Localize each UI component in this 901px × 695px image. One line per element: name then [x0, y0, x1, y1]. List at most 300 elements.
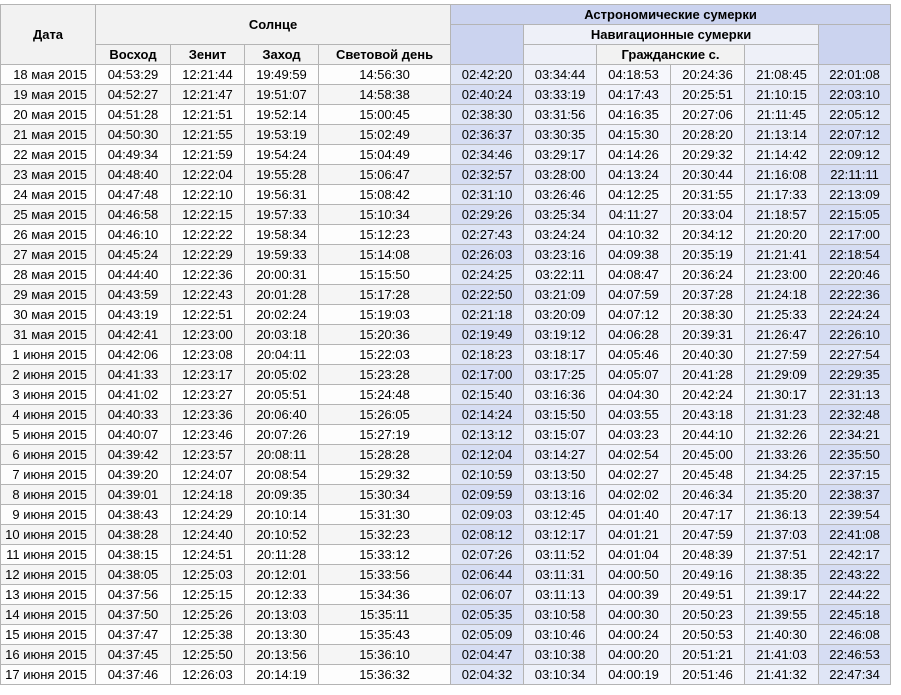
table-row [1, 565, 891, 585]
civil-dawn-cell: 04:10:32 [597, 225, 671, 245]
nautical-dusk-cell: 21:18:57 [745, 205, 819, 225]
nautical-dusk-cell: 21:16:08 [745, 165, 819, 185]
table-row [1, 645, 891, 665]
astro-dawn-cell: 02:07:26 [451, 545, 524, 565]
astro-dusk-cell: 22:42:17 [819, 545, 891, 565]
civil-dawn-cell: 04:14:26 [597, 145, 671, 165]
civil-dusk-cell: 20:37:28 [671, 285, 745, 305]
nautical-dawn-cell: 03:24:24 [524, 225, 597, 245]
astro-dusk-cell: 22:07:12 [819, 125, 891, 145]
table-row [1, 325, 891, 345]
civil-dawn-cell: 04:01:04 [597, 545, 671, 565]
nautical-dawn-cell: 03:26:46 [524, 185, 597, 205]
astro-dawn-cell: 02:18:23 [451, 345, 524, 365]
zenith-cell: 12:21:55 [171, 125, 245, 145]
astro-dusk-cell: 22:39:54 [819, 505, 891, 525]
daylight-cell: 15:20:36 [319, 325, 451, 345]
date-cell: 12 июня 2015 [1, 565, 96, 585]
astro-dawn-cell: 02:15:40 [451, 385, 524, 405]
date-cell: 19 мая 2015 [1, 85, 96, 105]
sunset-cell: 19:53:19 [245, 125, 319, 145]
civil-dusk-cell: 20:38:30 [671, 305, 745, 325]
sunrise-cell: 04:37:45 [96, 645, 171, 665]
nautical-dusk-cell: 21:39:55 [745, 605, 819, 625]
sunrise-cell: 04:38:43 [96, 505, 171, 525]
daylight-cell: 15:12:23 [319, 225, 451, 245]
astro-dusk-cell: 22:17:00 [819, 225, 891, 245]
astro-dawn-cell: 02:24:25 [451, 265, 524, 285]
daylight-cell: 15:06:47 [319, 165, 451, 185]
nautical-dusk-cell: 21:39:17 [745, 585, 819, 605]
civil-dusk-cell: 20:45:48 [671, 465, 745, 485]
nautical-dawn-cell: 03:16:36 [524, 385, 597, 405]
astro-dawn-cell: 02:27:43 [451, 225, 524, 245]
table-row [1, 505, 891, 525]
sunset-cell: 19:51:07 [245, 85, 319, 105]
astro-dusk-cell: 22:44:22 [819, 585, 891, 605]
civil-dusk-cell: 20:42:24 [671, 385, 745, 405]
astro-dawn-cell: 02:06:07 [451, 585, 524, 605]
daylight-cell: 15:23:28 [319, 365, 451, 385]
astro-dawn-cell: 02:40:24 [451, 85, 524, 105]
sunrise-cell: 04:49:34 [96, 145, 171, 165]
sunset-cell: 19:55:28 [245, 165, 319, 185]
table-row [1, 145, 891, 165]
header-zenith: Зенит [171, 45, 245, 65]
nautical-dawn-cell: 03:17:25 [524, 365, 597, 385]
sunset-cell: 19:59:33 [245, 245, 319, 265]
astro-dusk-cell: 22:11:11 [819, 165, 891, 185]
astro-dawn-cell: 02:22:50 [451, 285, 524, 305]
nautical-dawn-cell: 03:11:52 [524, 545, 597, 565]
sunset-cell: 20:00:31 [245, 265, 319, 285]
date-cell: 30 мая 2015 [1, 305, 96, 325]
sunrise-cell: 04:38:15 [96, 545, 171, 565]
zenith-cell: 12:23:46 [171, 425, 245, 445]
nautical-dusk-cell: 21:11:45 [745, 105, 819, 125]
civil-dusk-cell: 20:39:31 [671, 325, 745, 345]
civil-dusk-cell: 20:35:19 [671, 245, 745, 265]
civil-dawn-cell: 04:07:12 [597, 305, 671, 325]
astro-dusk-cell: 22:35:50 [819, 445, 891, 465]
nautical-dusk-cell: 21:25:33 [745, 305, 819, 325]
table-row [1, 665, 891, 685]
nautical-dusk-cell: 21:17:33 [745, 185, 819, 205]
date-cell: 14 июня 2015 [1, 605, 96, 625]
civil-dawn-cell: 04:12:25 [597, 185, 671, 205]
nautical-dusk-cell: 21:13:14 [745, 125, 819, 145]
astro-dawn-cell: 02:32:57 [451, 165, 524, 185]
sunset-cell: 20:08:11 [245, 445, 319, 465]
astro-dusk-cell: 22:37:15 [819, 465, 891, 485]
header-astro-spacer-left [451, 25, 524, 65]
astro-dusk-cell: 22:41:08 [819, 525, 891, 545]
date-cell: 18 мая 2015 [1, 65, 96, 85]
table-row [1, 385, 891, 405]
date-cell: 24 мая 2015 [1, 185, 96, 205]
zenith-cell: 12:23:57 [171, 445, 245, 465]
civil-dawn-cell: 04:00:50 [597, 565, 671, 585]
astro-dawn-cell: 02:36:37 [451, 125, 524, 145]
table-row [1, 225, 891, 245]
nautical-dawn-cell: 03:10:38 [524, 645, 597, 665]
sunrise-cell: 04:37:56 [96, 585, 171, 605]
table-row [1, 245, 891, 265]
header-sunrise: Восход [96, 45, 171, 65]
sunset-cell: 19:52:14 [245, 105, 319, 125]
date-cell: 31 мая 2015 [1, 325, 96, 345]
astro-dusk-cell: 22:46:53 [819, 645, 891, 665]
civil-dusk-cell: 20:51:21 [671, 645, 745, 665]
astro-dawn-cell: 02:38:30 [451, 105, 524, 125]
sunset-cell: 20:10:52 [245, 525, 319, 545]
zenith-cell: 12:25:50 [171, 645, 245, 665]
table-row [1, 85, 891, 105]
sunrise-cell: 04:44:40 [96, 265, 171, 285]
zenith-cell: 12:23:36 [171, 405, 245, 425]
sunrise-cell: 04:38:28 [96, 525, 171, 545]
astro-dawn-cell: 02:09:59 [451, 485, 524, 505]
daylight-cell: 15:22:03 [319, 345, 451, 365]
civil-dawn-cell: 04:15:30 [597, 125, 671, 145]
astro-dawn-cell: 02:06:44 [451, 565, 524, 585]
civil-dusk-cell: 20:51:46 [671, 665, 745, 685]
civil-dawn-cell: 04:06:28 [597, 325, 671, 345]
nautical-dawn-cell: 03:11:31 [524, 565, 597, 585]
nautical-dawn-cell: 03:34:44 [524, 65, 597, 85]
astro-dusk-cell: 22:43:22 [819, 565, 891, 585]
astro-dusk-cell: 22:15:05 [819, 205, 891, 225]
table-row [1, 405, 891, 425]
nautical-dawn-cell: 03:18:17 [524, 345, 597, 365]
date-cell: 23 мая 2015 [1, 165, 96, 185]
date-cell: 29 мая 2015 [1, 285, 96, 305]
nautical-dusk-cell: 21:20:20 [745, 225, 819, 245]
astro-dawn-cell: 02:14:24 [451, 405, 524, 425]
sunset-cell: 20:03:18 [245, 325, 319, 345]
sunset-cell: 19:58:34 [245, 225, 319, 245]
nautical-dusk-cell: 21:34:25 [745, 465, 819, 485]
civil-dusk-cell: 20:34:12 [671, 225, 745, 245]
civil-dusk-cell: 20:41:28 [671, 365, 745, 385]
civil-dusk-cell: 20:43:18 [671, 405, 745, 425]
astro-dusk-cell: 22:03:10 [819, 85, 891, 105]
daylight-cell: 14:58:38 [319, 85, 451, 105]
table-row [1, 305, 891, 325]
zenith-cell: 12:24:40 [171, 525, 245, 545]
daylight-cell: 15:30:34 [319, 485, 451, 505]
nautical-dusk-cell: 21:24:18 [745, 285, 819, 305]
astro-dusk-cell: 22:18:54 [819, 245, 891, 265]
zenith-cell: 12:25:03 [171, 565, 245, 585]
header-nautical-spacer-right [745, 45, 819, 65]
sunrise-cell: 04:42:06 [96, 345, 171, 365]
daylight-cell: 15:33:12 [319, 545, 451, 565]
astro-dusk-cell: 22:24:24 [819, 305, 891, 325]
zenith-cell: 12:26:03 [171, 665, 245, 685]
astro-dawn-cell: 02:08:12 [451, 525, 524, 545]
zenith-cell: 12:24:29 [171, 505, 245, 525]
date-cell: 25 мая 2015 [1, 205, 96, 225]
sunset-cell: 20:12:01 [245, 565, 319, 585]
sunrise-cell: 04:47:48 [96, 185, 171, 205]
header-civil-twilight: Гражданские с. [597, 45, 745, 65]
zenith-cell: 12:25:15 [171, 585, 245, 605]
sunrise-cell: 04:42:41 [96, 325, 171, 345]
astro-dusk-cell: 22:05:12 [819, 105, 891, 125]
nautical-dawn-cell: 03:23:16 [524, 245, 597, 265]
astro-dusk-cell: 22:01:08 [819, 65, 891, 85]
sunset-cell: 20:02:24 [245, 305, 319, 325]
astro-dusk-cell: 22:09:12 [819, 145, 891, 165]
nautical-dusk-cell: 21:30:17 [745, 385, 819, 405]
astro-dusk-cell: 22:32:48 [819, 405, 891, 425]
nautical-dusk-cell: 21:33:26 [745, 445, 819, 465]
nautical-dusk-cell: 21:08:45 [745, 65, 819, 85]
nautical-dawn-cell: 03:21:09 [524, 285, 597, 305]
civil-dusk-cell: 20:24:36 [671, 65, 745, 85]
civil-dawn-cell: 04:00:19 [597, 665, 671, 685]
nautical-dawn-cell: 03:33:19 [524, 85, 597, 105]
sunset-cell: 20:10:14 [245, 505, 319, 525]
zenith-cell: 12:23:00 [171, 325, 245, 345]
astro-dusk-cell: 22:22:36 [819, 285, 891, 305]
date-cell: 9 июня 2015 [1, 505, 96, 525]
daylight-cell: 15:26:05 [319, 405, 451, 425]
astro-dusk-cell: 22:47:34 [819, 665, 891, 685]
astro-dusk-cell: 22:38:37 [819, 485, 891, 505]
nautical-dusk-cell: 21:27:59 [745, 345, 819, 365]
table-row [1, 525, 891, 545]
zenith-cell: 12:22:29 [171, 245, 245, 265]
astro-dawn-cell: 02:31:10 [451, 185, 524, 205]
table-row [1, 105, 891, 125]
civil-dawn-cell: 04:03:55 [597, 405, 671, 425]
civil-dawn-cell: 04:02:02 [597, 485, 671, 505]
table-row [1, 285, 891, 305]
daylight-cell: 15:14:08 [319, 245, 451, 265]
header-astro-spacer-right [819, 25, 891, 65]
nautical-dusk-cell: 21:41:32 [745, 665, 819, 685]
nautical-dusk-cell: 21:37:51 [745, 545, 819, 565]
sunrise-cell: 04:40:07 [96, 425, 171, 445]
sunrise-cell: 04:37:50 [96, 605, 171, 625]
civil-dusk-cell: 20:27:06 [671, 105, 745, 125]
table-row [1, 585, 891, 605]
zenith-cell: 12:21:47 [171, 85, 245, 105]
civil-dusk-cell: 20:49:51 [671, 585, 745, 605]
sunrise-cell: 04:41:02 [96, 385, 171, 405]
header-daylight: Световой день [319, 45, 451, 65]
header-nautical-twilight: Навигационные сумерки [524, 25, 819, 45]
civil-dawn-cell: 04:09:38 [597, 245, 671, 265]
astro-dusk-cell: 22:31:13 [819, 385, 891, 405]
sunset-cell: 20:14:19 [245, 665, 319, 685]
civil-dusk-cell: 20:44:10 [671, 425, 745, 445]
header-sun: Солнце [96, 5, 451, 45]
date-cell: 22 мая 2015 [1, 145, 96, 165]
nautical-dusk-cell: 21:41:03 [745, 645, 819, 665]
daylight-cell: 15:36:10 [319, 645, 451, 665]
header-sunset: Заход [245, 45, 319, 65]
table-row [1, 125, 891, 145]
nautical-dawn-cell: 03:31:56 [524, 105, 597, 125]
date-cell: 27 мая 2015 [1, 245, 96, 265]
daylight-cell: 14:56:30 [319, 65, 451, 85]
astro-dawn-cell: 02:29:26 [451, 205, 524, 225]
daylight-cell: 15:32:23 [319, 525, 451, 545]
table-row [1, 165, 891, 185]
table-row [1, 445, 891, 465]
astro-dawn-cell: 02:04:47 [451, 645, 524, 665]
sunset-cell: 20:05:02 [245, 365, 319, 385]
date-cell: 10 июня 2015 [1, 525, 96, 545]
zenith-cell: 12:22:51 [171, 305, 245, 325]
civil-dawn-cell: 04:13:24 [597, 165, 671, 185]
daylight-cell: 15:34:36 [319, 585, 451, 605]
zenith-cell: 12:22:10 [171, 185, 245, 205]
table-row [1, 605, 891, 625]
astro-dawn-cell: 02:19:49 [451, 325, 524, 345]
daylight-cell: 15:36:32 [319, 665, 451, 685]
date-cell: 28 мая 2015 [1, 265, 96, 285]
civil-dawn-cell: 04:03:23 [597, 425, 671, 445]
nautical-dawn-cell: 03:10:58 [524, 605, 597, 625]
daylight-cell: 15:08:42 [319, 185, 451, 205]
nautical-dusk-cell: 21:21:41 [745, 245, 819, 265]
zenith-cell: 12:25:38 [171, 625, 245, 645]
civil-dusk-cell: 20:46:34 [671, 485, 745, 505]
daylight-cell: 15:17:28 [319, 285, 451, 305]
astro-dawn-cell: 02:34:46 [451, 145, 524, 165]
nautical-dawn-cell: 03:12:17 [524, 525, 597, 545]
astro-dawn-cell: 02:10:59 [451, 465, 524, 485]
astro-dusk-cell: 22:29:35 [819, 365, 891, 385]
sunrise-cell: 04:39:01 [96, 485, 171, 505]
date-cell: 6 июня 2015 [1, 445, 96, 465]
date-cell: 17 июня 2015 [1, 665, 96, 685]
nautical-dawn-cell: 03:10:34 [524, 665, 597, 685]
table-row [1, 65, 891, 85]
civil-dawn-cell: 04:01:40 [597, 505, 671, 525]
date-cell: 26 мая 2015 [1, 225, 96, 245]
astro-dawn-cell: 02:04:32 [451, 665, 524, 685]
date-cell: 21 мая 2015 [1, 125, 96, 145]
sunset-cell: 20:07:26 [245, 425, 319, 445]
astro-dawn-cell: 02:21:18 [451, 305, 524, 325]
sunset-cell: 20:12:33 [245, 585, 319, 605]
daylight-cell: 15:31:30 [319, 505, 451, 525]
nautical-dawn-cell: 03:13:16 [524, 485, 597, 505]
sunset-cell: 20:06:40 [245, 405, 319, 425]
civil-dawn-cell: 04:05:07 [597, 365, 671, 385]
nautical-dawn-cell: 03:25:34 [524, 205, 597, 225]
table-row [1, 205, 891, 225]
civil-dawn-cell: 04:02:54 [597, 445, 671, 465]
civil-dusk-cell: 20:28:20 [671, 125, 745, 145]
table-body [1, 65, 891, 685]
civil-dawn-cell: 04:00:39 [597, 585, 671, 605]
table-row [1, 185, 891, 205]
sunset-cell: 19:54:24 [245, 145, 319, 165]
daylight-cell: 15:02:49 [319, 125, 451, 145]
nautical-dawn-cell: 03:15:50 [524, 405, 597, 425]
sunrise-cell: 04:50:30 [96, 125, 171, 145]
sunset-cell: 20:04:11 [245, 345, 319, 365]
astro-dawn-cell: 02:09:03 [451, 505, 524, 525]
sunset-cell: 20:13:56 [245, 645, 319, 665]
date-cell: 13 июня 2015 [1, 585, 96, 605]
astro-dusk-cell: 22:46:08 [819, 625, 891, 645]
sunrise-cell: 04:43:59 [96, 285, 171, 305]
header-astronomical-twilight: Астрономические сумерки [451, 5, 891, 25]
date-cell: 1 июня 2015 [1, 345, 96, 365]
civil-dusk-cell: 20:25:51 [671, 85, 745, 105]
civil-dawn-cell: 04:16:35 [597, 105, 671, 125]
sunset-cell: 20:05:51 [245, 385, 319, 405]
daylight-cell: 15:10:34 [319, 205, 451, 225]
date-cell: 11 июня 2015 [1, 545, 96, 565]
sunset-cell: 20:01:28 [245, 285, 319, 305]
civil-dusk-cell: 20:50:53 [671, 625, 745, 645]
civil-dawn-cell: 04:18:53 [597, 65, 671, 85]
civil-dawn-cell: 04:00:30 [597, 605, 671, 625]
civil-dusk-cell: 20:47:17 [671, 505, 745, 525]
nautical-dusk-cell: 21:23:00 [745, 265, 819, 285]
astro-dusk-cell: 22:45:18 [819, 605, 891, 625]
daylight-cell: 15:24:48 [319, 385, 451, 405]
zenith-cell: 12:24:18 [171, 485, 245, 505]
nautical-dawn-cell: 03:19:12 [524, 325, 597, 345]
civil-dawn-cell: 04:05:46 [597, 345, 671, 365]
nautical-dawn-cell: 03:12:45 [524, 505, 597, 525]
table-row [1, 365, 891, 385]
date-cell: 2 июня 2015 [1, 365, 96, 385]
nautical-dusk-cell: 21:36:13 [745, 505, 819, 525]
astro-dusk-cell: 22:34:21 [819, 425, 891, 445]
nautical-dusk-cell: 21:31:23 [745, 405, 819, 425]
astro-dawn-cell: 02:17:00 [451, 365, 524, 385]
nautical-dawn-cell: 03:14:27 [524, 445, 597, 465]
civil-dawn-cell: 04:00:20 [597, 645, 671, 665]
civil-dusk-cell: 20:31:55 [671, 185, 745, 205]
civil-dawn-cell: 04:02:27 [597, 465, 671, 485]
zenith-cell: 12:22:36 [171, 265, 245, 285]
sunrise-cell: 04:51:28 [96, 105, 171, 125]
zenith-cell: 12:24:51 [171, 545, 245, 565]
civil-dusk-cell: 20:30:44 [671, 165, 745, 185]
table-row [1, 545, 891, 565]
sunset-cell: 19:49:59 [245, 65, 319, 85]
date-cell: 15 июня 2015 [1, 625, 96, 645]
date-cell: 8 июня 2015 [1, 485, 96, 505]
astro-dawn-cell: 02:26:03 [451, 245, 524, 265]
sun-times-table [0, 4, 891, 685]
civil-dawn-cell: 04:04:30 [597, 385, 671, 405]
civil-dusk-cell: 20:48:39 [671, 545, 745, 565]
nautical-dusk-cell: 21:14:42 [745, 145, 819, 165]
sunset-cell: 20:13:03 [245, 605, 319, 625]
header-date: Дата [1, 5, 96, 65]
zenith-cell: 12:23:17 [171, 365, 245, 385]
civil-dawn-cell: 04:17:43 [597, 85, 671, 105]
sunset-cell: 20:08:54 [245, 465, 319, 485]
nautical-dawn-cell: 03:29:17 [524, 145, 597, 165]
civil-dawn-cell: 04:07:59 [597, 285, 671, 305]
sunrise-cell: 04:45:24 [96, 245, 171, 265]
zenith-cell: 12:25:26 [171, 605, 245, 625]
astro-dawn-cell: 02:13:12 [451, 425, 524, 445]
